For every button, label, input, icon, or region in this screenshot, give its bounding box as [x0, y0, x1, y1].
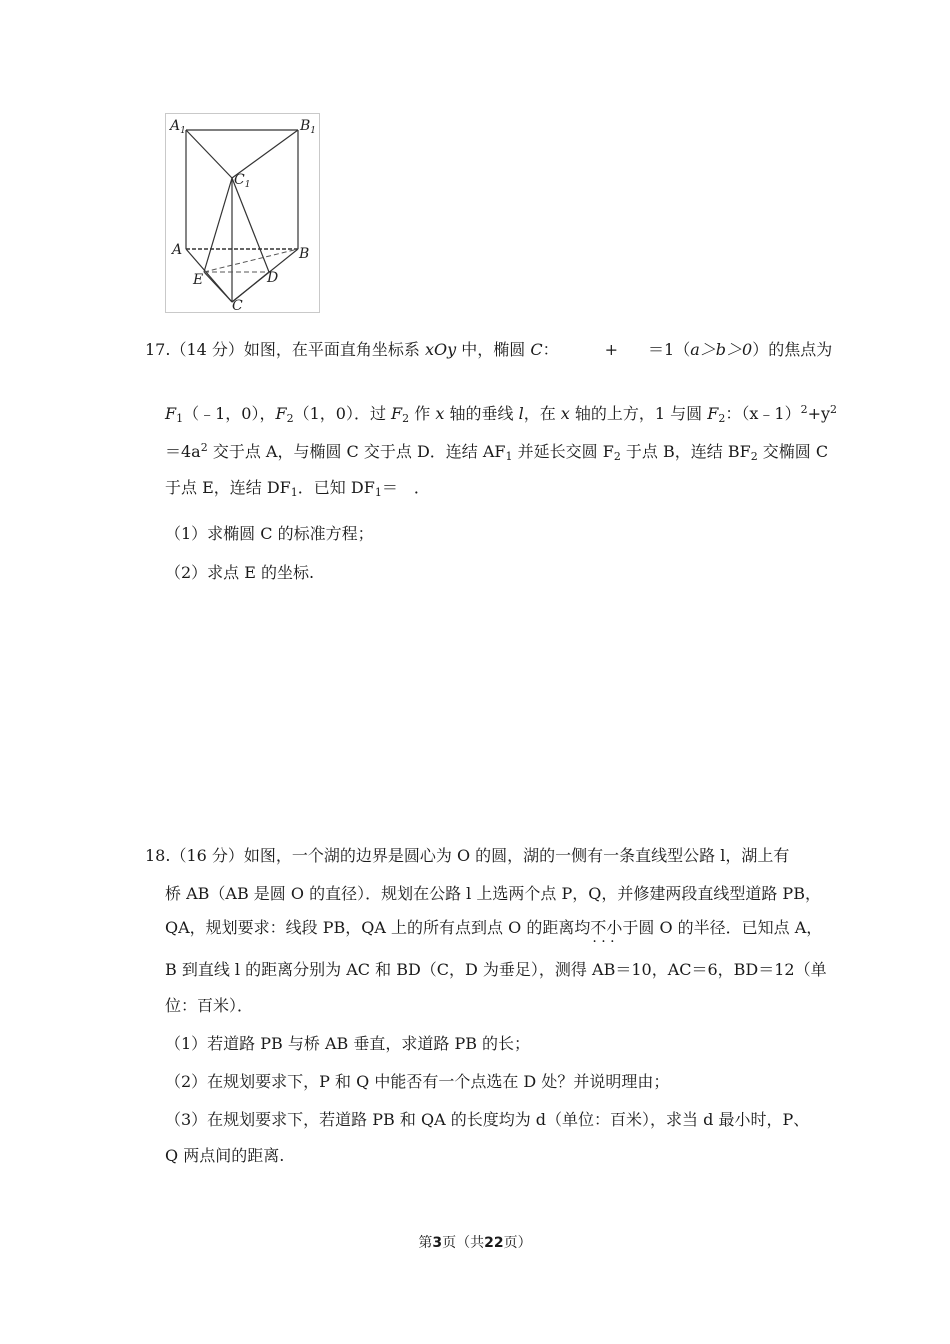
- total-pages: 22: [484, 1235, 504, 1251]
- label-e: E: [193, 272, 204, 288]
- p17-text: 交椭圆 C: [757, 442, 829, 461]
- sup-2: 2: [200, 441, 208, 454]
- plus-sign: +: [604, 340, 619, 359]
- var-xoy: xOy: [424, 340, 457, 359]
- p17-line-2: [165, 400, 837, 429]
- label-a1: $A_1$: [170, 118, 186, 136]
- p17-text: ：（x﹣1）: [725, 404, 801, 423]
- p17-text: ＝4a: [165, 442, 201, 461]
- p17-text: ．已知 DF: [297, 478, 375, 497]
- p17-text: ＝1（: [648, 340, 691, 359]
- edge-c1-d: [232, 178, 269, 272]
- label-a: A: [172, 242, 183, 258]
- sub-1: 1: [374, 486, 382, 499]
- p17-text: 于点 E，连结 DF: [165, 478, 291, 497]
- p17-text: 作: [409, 404, 436, 423]
- sub-2: 2: [750, 450, 758, 463]
- p17-text: ，在: [523, 404, 561, 423]
- footer-text: 页）: [503, 1235, 532, 1251]
- condition: a＞b＞0: [690, 340, 753, 359]
- p17-text: 并延长交圆 F: [512, 442, 614, 461]
- page-number: 3: [432, 1235, 443, 1251]
- var-f: F: [707, 404, 719, 423]
- var-f: F: [391, 404, 403, 423]
- edge-b1-c1: [232, 130, 298, 178]
- p18-question-3: （3）在规划要求下，若道路 PB 和 QA 的长度均为 d（单位：百米），求当 d 最小时，P、: [165, 1110, 810, 1129]
- var-l: l: [518, 404, 524, 423]
- p18-line-1: 18.（16 分）如图，一个湖的边界是圆心为 O 的圆，湖的一侧有一条直线型公路 l，湖上有: [145, 846, 790, 865]
- p18-line-5: 位：百米）．: [165, 996, 254, 1015]
- p17-text: （1，0）．过: [293, 404, 392, 423]
- p17-text: （﹣1，0），: [183, 404, 276, 423]
- p18-question-3-cont: Q 两点间的距离.: [165, 1146, 285, 1165]
- sub-2: 2: [613, 450, 621, 463]
- p17-text: ＝ ．: [381, 478, 430, 497]
- p17-text: ）的焦点为: [752, 340, 833, 359]
- edge-a1-c1: [186, 130, 232, 178]
- prism-diagram: [166, 114, 319, 312]
- p18-line-3: [165, 918, 822, 938]
- p18-question-2: （2）在规划要求下，P 和 Q 中能否有一个点选在 D 处？并说明理由；: [165, 1072, 670, 1091]
- sub-1: 1: [290, 486, 298, 499]
- var-x: x: [560, 404, 570, 423]
- var-f: F: [275, 404, 287, 423]
- p17-text: 中，椭圆: [456, 340, 531, 359]
- p17-text: 轴的垂线: [444, 404, 519, 423]
- p17-text: 17.（14 分）如图，在平面直角坐标系: [145, 340, 425, 359]
- label-d: D: [267, 270, 279, 286]
- p17-line-4: [165, 478, 430, 503]
- p18-question-1: （1）若道路 PB 与桥 AB 垂直，求道路 PB 的长；: [165, 1034, 531, 1053]
- var-c: C: [530, 340, 543, 359]
- var-f: F: [165, 404, 177, 423]
- p17-line-3: [165, 438, 828, 467]
- p18-text: QA，规划要求：线段 PB，QA 上的所有点到点 O 的距离均: [165, 918, 591, 937]
- sub-2: 2: [718, 412, 726, 425]
- p17-question-2: （2）求点 E 的坐标.: [165, 563, 315, 582]
- footer-text: 页（共: [442, 1235, 485, 1251]
- p17-text: +y: [807, 404, 831, 423]
- label-c1: $C_1$: [234, 172, 251, 190]
- emphasis-not-less-than: 不小于 · ·: [590, 918, 638, 937]
- p17-text: 交于点 A，与椭圆 C 交于点 D．连结 AF: [207, 442, 506, 461]
- p18-line-2: 桥 AB（AB 是圆 O 的直径）．规划在公路 l 上选两个点 P，Q，并修建两段直线型道路 PB，: [165, 884, 821, 903]
- p17-text: 轴的上方，1 与圆: [569, 404, 708, 423]
- footer-text: 第: [418, 1235, 433, 1251]
- p18-text: 圆 O 的半径．已知点 A，: [638, 918, 823, 937]
- edge-c1-e: [204, 178, 232, 272]
- p17-text: 于点 B，连结 BF: [620, 442, 751, 461]
- edge-e-c: [204, 272, 232, 302]
- label-c: C: [232, 298, 243, 312]
- sub-2: 2: [286, 412, 294, 425]
- page-footer: [0, 1232, 950, 1252]
- sub-2: 2: [402, 412, 410, 425]
- label-b1: $B_1$: [300, 118, 317, 136]
- sub-1: 1: [505, 450, 513, 463]
- prism-figure: [165, 113, 320, 313]
- p17-question-1: （1）求椭圆 C 的标准方程；: [165, 524, 374, 543]
- sub-1: 1: [176, 412, 184, 425]
- p17-line-1: [145, 340, 832, 360]
- var-x: x: [435, 404, 445, 423]
- label-b: B: [299, 246, 310, 262]
- sup-2: 2: [800, 403, 808, 416]
- p18-line-4: B 到直线 l 的距离分别为 AC 和 BD（C，D 为垂足），测得 AB＝10，AC＝6，BD＝12（单: [165, 960, 827, 979]
- p17-text: ：: [542, 340, 559, 359]
- sup-2: 2: [830, 403, 838, 416]
